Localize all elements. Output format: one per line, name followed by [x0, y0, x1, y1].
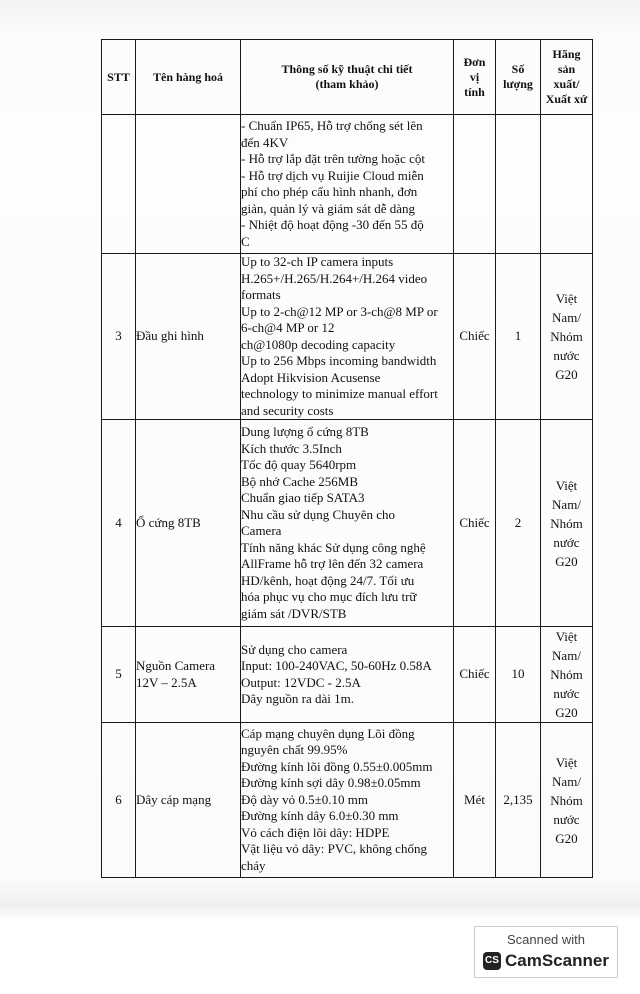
spec-line: đến 4KV [241, 134, 289, 150]
watermark-brand: CamScanner [505, 951, 609, 970]
spec-line: Output: 12VDC - 2.5A [241, 674, 361, 690]
spec-line: Đường kính sợi dây 0.98±0.05mm [241, 775, 421, 791]
spec-line: - Hỗ trợ dịch vụ Ruijie Cloud miễn [241, 167, 424, 183]
cell-qty: 2,135 [496, 723, 541, 878]
cell-spec [241, 723, 454, 878]
cell-origin: Việt Nam/ Nhóm nước G20 [541, 723, 593, 878]
spec-line: Kích thước 3.5Inch [241, 440, 342, 456]
spec-line: Đường kính lõi đồng 0.55±0.005mm [241, 758, 433, 774]
cell-spec [241, 254, 454, 420]
spec-line: ch@1080p decoding capacity [241, 336, 396, 352]
cell-name: Dây cáp mạng [136, 723, 241, 878]
spec-line: - Chuẩn IP65, Hỗ trợ chống sét lên [241, 118, 423, 133]
cell-name: Ổ cứng 8TB [136, 420, 241, 627]
spec-line: Sử dụng cho camera [241, 641, 348, 657]
cell-name: Nguồn Camera 12V – 2.5A [136, 627, 241, 723]
cell-unit: Chiếc [454, 627, 496, 723]
header-spec: Thông số kỹ thuật chi tiết (tham khảo) [241, 40, 454, 115]
header-origin: Hãng sản xuất/ Xuất xứ [541, 40, 593, 115]
header-unit: Đơn vị tính [454, 40, 496, 115]
spec-line: Dung lượng ổ cứng 8TB [241, 424, 369, 439]
cell-unit: Chiếc [454, 254, 496, 420]
cell-name [136, 115, 241, 254]
spec-line: Đường kính dây 6.0±0.30 mm [241, 808, 399, 824]
cell-origin: Việt Nam/ Nhóm nước G20 [541, 254, 593, 420]
spec-line: Chuẩn giao tiếp SATA3 [241, 490, 365, 505]
spec-line: HD/kênh, hoạt động 24/7. Tối ưu [241, 572, 415, 588]
cell-stt: 6 [102, 723, 136, 878]
cell-name: Đầu ghi hình [136, 254, 241, 420]
table-row [102, 254, 593, 420]
spec-line: H.265+/H.265/H.264+/H.264 video [241, 270, 428, 286]
camscanner-watermark [474, 926, 618, 978]
spec-line: Up to 256 Mbps incoming bandwidth [241, 353, 437, 368]
spec-line: Adopt Hikvision Acusense [241, 369, 381, 385]
watermark-caption: Scanned with [506, 932, 586, 947]
spec-line: Camera [241, 523, 282, 538]
spec-line: nguyên chất 99.95% [241, 742, 348, 758]
spec-line: formats [241, 287, 281, 302]
cell-stt: 5 [102, 627, 136, 723]
table-row [102, 115, 593, 254]
cell-spec [241, 420, 454, 627]
cell-unit: Chiếc [454, 420, 496, 627]
spec-line: Cáp mạng chuyên dụng Lõi đồng [241, 725, 415, 741]
spec-line: hóa phục vụ cho mục đích lưu trữ [241, 589, 417, 604]
table-row [102, 420, 593, 627]
cell-stt: 4 [102, 420, 136, 627]
header-row [102, 40, 593, 115]
spec-line: - Hỗ trợ lắp đặt trên tường hoặc cột [241, 151, 425, 166]
spec-line: Tính năng khác Sử dụng công nghệ [241, 539, 426, 555]
spec-line: 6-ch@4 MP or 12 [241, 320, 335, 335]
spec-line: technology to minimize manual effort [241, 386, 438, 401]
header-stt: STT [102, 40, 136, 115]
spec-line: giám sát /DVR/STB [241, 605, 347, 621]
spec-line: and security costs [241, 402, 334, 418]
cell-stt: 3 [102, 254, 136, 420]
cell-spec [241, 627, 454, 723]
spec-line: Dây nguồn ra dài 1m. [241, 691, 355, 706]
spec-line: cháy [241, 857, 266, 873]
cell-qty: 1 [496, 254, 541, 420]
spec-line: Vỏ cách điện lõi dây: HDPE [241, 824, 390, 840]
spec-line: AllFrame hỗ trợ lên đến 32 camera [241, 556, 424, 571]
cell-unit [454, 115, 496, 254]
spec-line: Độ dày vỏ 0.5±0.10 mm [241, 791, 369, 807]
table-row [102, 723, 593, 878]
spec-line: phí cho phép cấu hình nhanh, đơn [241, 184, 418, 199]
cell-qty: 2 [496, 420, 541, 627]
cell-spec [241, 115, 454, 254]
spec-line: C [241, 233, 250, 249]
cell-origin: Việt Nam/ Nhóm nước G20 [541, 627, 593, 723]
spec-line: Nhu cầu sử dụng Chuyên cho [241, 506, 395, 522]
spec-line: Tốc độ quay 5640rpm [241, 457, 357, 472]
cell-origin: Việt Nam/ Nhóm nước G20 [541, 420, 593, 627]
cell-unit: Mét [454, 723, 496, 878]
spec-line: Vật liệu vỏ dây: PVC, không chống [241, 841, 427, 857]
table-row [102, 627, 593, 723]
header-name: Tên hàng hoá [136, 40, 241, 115]
spec-line: Up to 2-ch@12 MP or 3-ch@8 MP or [241, 303, 438, 319]
spec-line: giản, quản lý và giám sát dễ dàng [241, 200, 416, 216]
header-qty: Số lượng [496, 40, 541, 115]
camscanner-logo-icon: CS [483, 952, 501, 970]
cell-qty [496, 115, 541, 254]
spec-line: Up to 32-ch IP camera inputs [241, 254, 394, 269]
cell-qty: 10 [496, 627, 541, 723]
spec-line: Bộ nhớ Cache 256MB [241, 473, 359, 489]
cell-stt [102, 115, 136, 254]
cell-origin [541, 115, 593, 254]
spec-line: Input: 100-240VAC, 50-60Hz 0.58A [241, 658, 432, 673]
spec-line: - Nhiệt độ hoạt động -30 đến 55 độ [241, 217, 424, 232]
spec-table [101, 39, 593, 878]
